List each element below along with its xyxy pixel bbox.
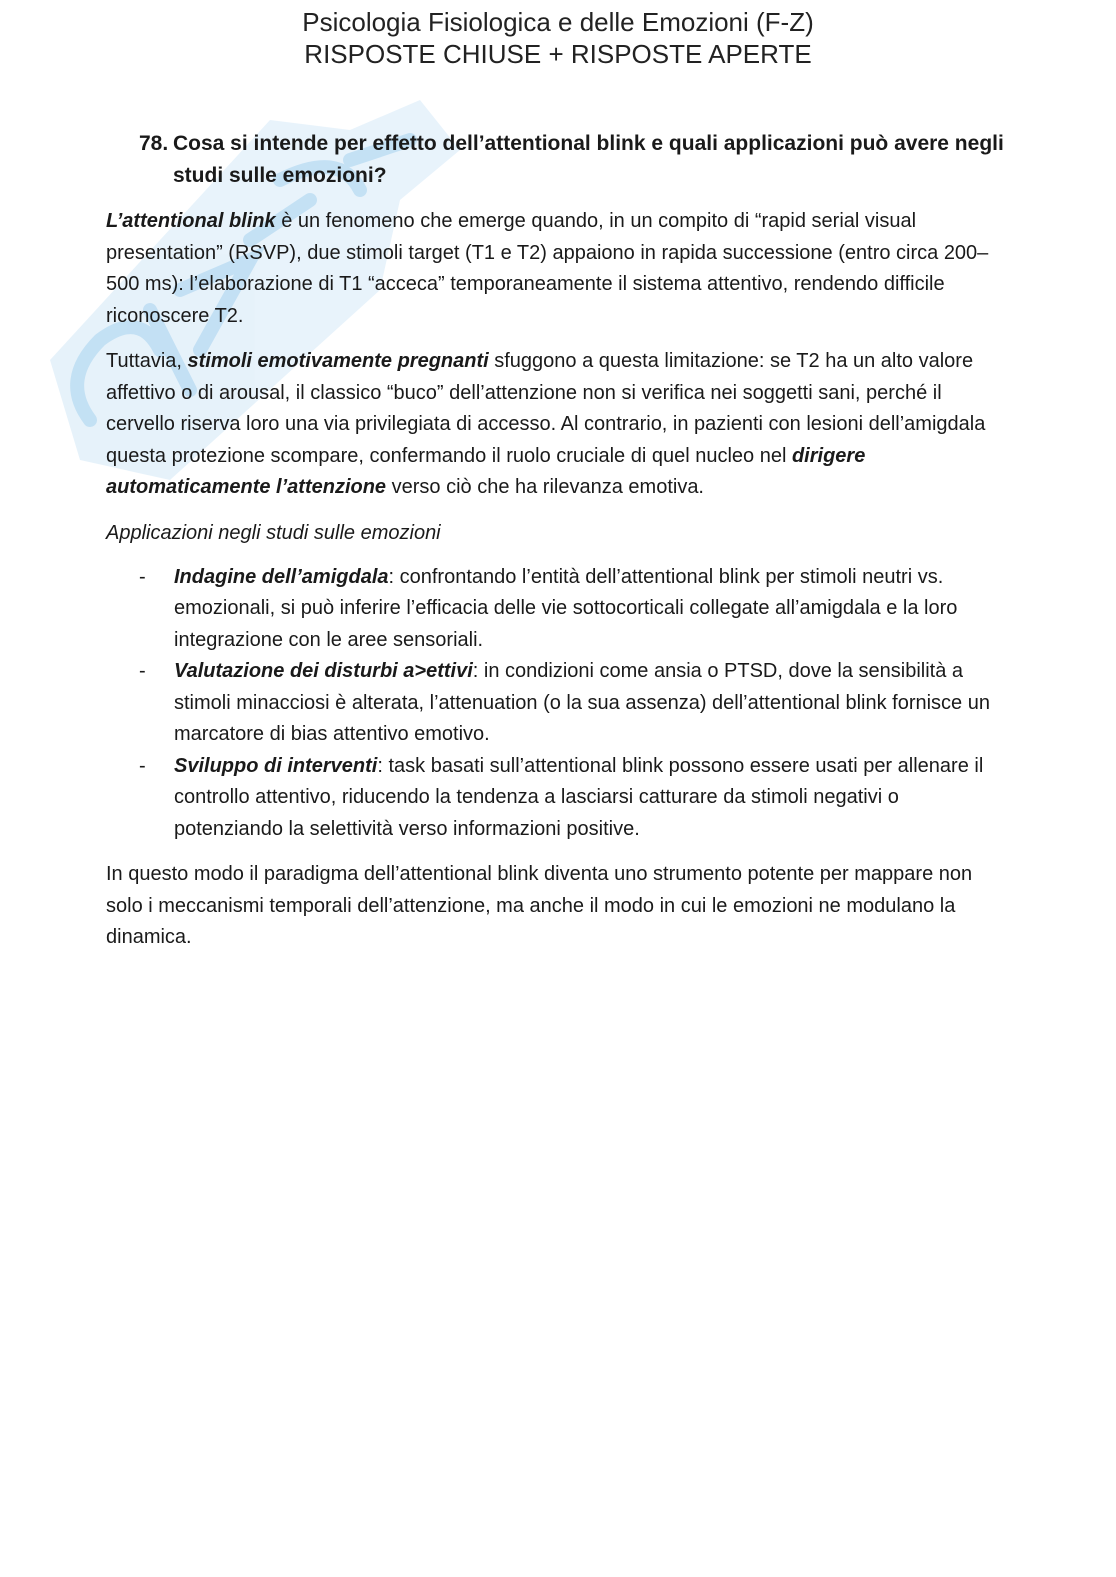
- document-header: [0, 6, 1116, 70]
- paragraph-conclusion: In questo modo il paradigma dell’attentional blink diventa uno strumento potente per mappare non solo i meccanismi temporali dell’attenzione, ma anche il modo in cui le emozioni ne modulano la dinamica.: [106, 863, 973, 948]
- para2-pre: Tuttavia,: [106, 350, 188, 372]
- para2-post: verso ciò che ha rilevanza emotiva.: [386, 476, 704, 498]
- question-text: Cosa si intende per effetto dell’attentional blink e quali applicazioni può avere negli studi sulle emozioni?: [173, 132, 1004, 187]
- item-text: : task basati sull’attentional blink possono essere usati per allenare il controllo attentivo, riducendo la tendenza a lasciarsi catturare da stimoli negativi o potenziando la selettività verso informazioni positive.: [174, 754, 984, 840]
- list-item: [106, 751, 1006, 846]
- item-term: Valutazione dei disturbi a>ettivi: [174, 660, 473, 682]
- bullet-dash: -: [139, 660, 146, 682]
- para2-mid: sfuggono a questa limitazione: se T2 ha un alto valore affettivo o di arousal, il classico “buco” dell’attenzione non si verifica nei soggetti sani, perché il cervello riserva loro una via privilegiata di accesso. Al contrario, in pazienti con lesioni dell’amigdala questa protezione scompare, confermando il ruolo cruciale di quel nucleo nel: [106, 350, 986, 467]
- item-term: Indagine dell’amigdala: [174, 565, 389, 588]
- applications-heading: Applicazioni negli studi sulle emozioni: [106, 521, 441, 544]
- applications-list: [106, 562, 1006, 846]
- term-attentional-blink: L’attentional blink: [106, 210, 276, 232]
- bullet-dash: -: [139, 754, 146, 777]
- emphasis-emotional-stimuli: stimoli emotivamente pregnanti: [187, 350, 489, 372]
- header-course-title: Psicologia Fisiologica e delle Emozioni (F-Z): [302, 7, 814, 37]
- paragraph-emotional-stimuli: [106, 346, 1006, 504]
- list-item: [106, 656, 1006, 751]
- emphasis-direct-attention: dirigere automaticamente l’attenzione: [106, 444, 866, 498]
- item-term: Sviluppo di interventi: [174, 754, 378, 777]
- list-item: [106, 562, 1006, 657]
- item-text: : in condizioni come ansia o PTSD, dove la sensibilità a stimoli minacciosi è alterata, l’attenuation (o la sua assenza) dell’attentional blink fornisce un marcatore di bias attentivo emotivo.: [174, 660, 990, 745]
- bullet-dash: -: [139, 565, 146, 588]
- header-subtitle: RISPOSTE CHIUSE + RISPOSTE APERTE: [304, 39, 812, 69]
- paragraph-definition: [106, 206, 1006, 332]
- question-heading: [139, 128, 1006, 192]
- question-number: 78.: [139, 132, 169, 155]
- definition-text: è un fenomeno che emerge quando, in un compito di “rapid serial visual presentation” (RSVP), due stimoli target (T1 e T2) appaiono in rapida successione (entro circa 200–500 ms): l’elaborazione di T1 “acceca” temporaneamente il sistema attentivo, rendendo difficile riconoscere T2.: [106, 210, 989, 327]
- document-body: [106, 128, 1006, 968]
- item-text: : confrontando l’entità dell’attentional blink per stimoli neutri vs. emozionali, si può inferire l’efficacia delle vie sottocorticali collegate all’amigdala e la loro integrazione con le aree sensoriali.: [174, 565, 958, 651]
